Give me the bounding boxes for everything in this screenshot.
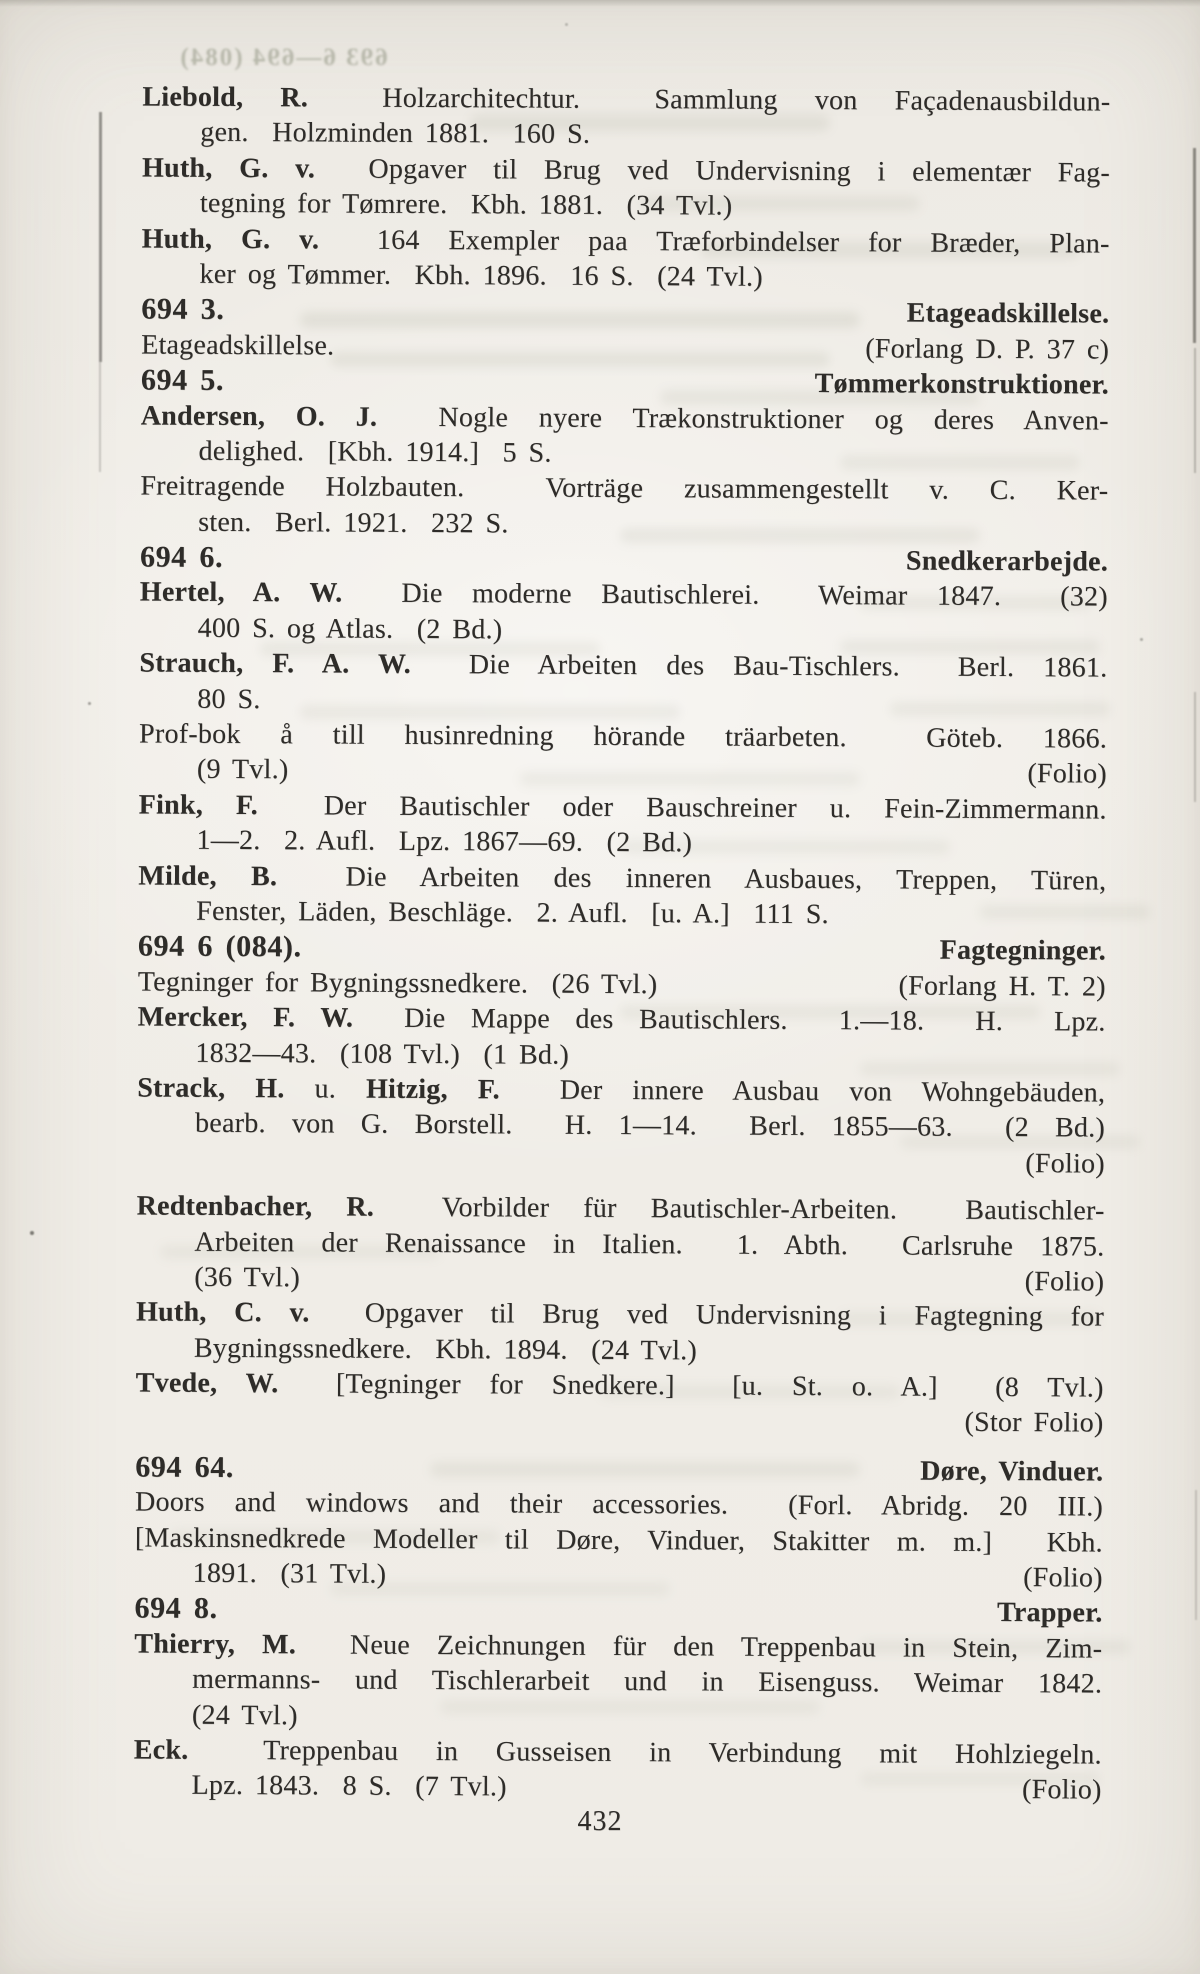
text-segment: (Folio) (1021, 1774, 1102, 1806)
catalog-line (140, 469, 1108, 509)
catalog-line (138, 823, 1106, 863)
text-segment: (Forlang D. P. 37 c) (865, 333, 1110, 366)
page-edge-line (1195, 1490, 1197, 1620)
catalog-text (133, 79, 1110, 1808)
catalog-line (135, 1401, 1103, 1441)
text-segment: Huth, C. v. Opgaver til Brug ved Undervisning i Fagtegning for (135, 1296, 1105, 1333)
catalog-line (134, 1732, 1102, 1772)
text-segment: 694 8. (134, 1591, 218, 1626)
page-edge-line (1194, 348, 1196, 473)
text-segment: Mercker, F. W. Die Mappe des Bautischlers. 1.—18. H. Lpz. (137, 1001, 1106, 1038)
text-segment: 694 5. (140, 363, 225, 398)
text-segment: Tømmerkonstruktioner. (814, 368, 1110, 401)
section-heading-line (141, 363, 1109, 403)
catalog-line (141, 256, 1109, 296)
text-segment: Lpz. 1843. 8 S. (7 Tvl.) (191, 1770, 507, 1803)
catalog-line (134, 1662, 1102, 1702)
catalog-line (142, 150, 1110, 190)
text-segment: Fagtegninger. (939, 935, 1107, 967)
text-segment: 694 6. (139, 540, 224, 574)
page-edge-line (99, 112, 102, 362)
ink-speck (1140, 638, 1143, 641)
text-segment: (9 Tvl.) (196, 754, 289, 786)
text-segment: 400 S. og Atlas. (2 Bd.) (197, 612, 503, 646)
catalog-line (136, 1259, 1104, 1299)
catalog-line (133, 1768, 1101, 1808)
catalog-line (135, 1555, 1103, 1595)
ink-speck (565, 23, 568, 26)
text-segment: gen. Holzminden 1881. 160 S. (200, 117, 591, 151)
page-edge-line (1194, 692, 1196, 802)
text-segment: (Folio) (1023, 1562, 1103, 1594)
text-segment: Thierry, M. Neue Zeichnungen für den Treppenbau in Stein, Zim- (134, 1628, 1103, 1665)
text-segment: Freitragende Holzbauten. Vorträge zusammengestellt v. C. Ker- (140, 470, 1109, 507)
catalog-line (136, 1224, 1104, 1264)
catalog-line (139, 646, 1107, 686)
text-segment: mermanns- und Tischlerarbeit und in Eisenguss. Weimar 1842. (192, 1663, 1103, 1700)
text-segment: (Folio) (1027, 758, 1107, 790)
text-segment: [Maskinsnedkrede Modeller til Døre, Vinduer, Stakitter m. m.] Kbh. (134, 1522, 1103, 1559)
text-segment: Tvede, W. [Tegninger for Snedkere.] [u. St. o. A.] (8 Tvl.) (135, 1367, 1104, 1404)
text-segment: 1832—43. (108 Tvl.) (1 Bd.) (195, 1037, 570, 1071)
catalog-line (135, 1485, 1103, 1525)
text-segment: Huth, G. v. Opgaver til Brug ved Undervisning i elementær Fag- (141, 152, 1111, 189)
catalog-line (141, 398, 1109, 438)
text-segment: sten. Berl. 1921. 232 S. (198, 506, 509, 540)
catalog-line (136, 1366, 1104, 1406)
catalog-line (142, 186, 1110, 226)
catalog-line (140, 433, 1108, 473)
text-segment: 1—2. 2. Aufl. Lpz. 1867—69. (2 Bd.) (196, 824, 693, 859)
catalog-line (139, 717, 1107, 757)
text-segment: Eck. Treppenbau in Gusseisen in Verbindung mit Hohlziegeln. (133, 1734, 1102, 1771)
catalog-line (137, 1141, 1105, 1181)
page-edge-line (1193, 148, 1196, 343)
text-segment: (Folio) (1025, 1147, 1105, 1180)
text-segment: Fenster, Läden, Beschläge. 2. Aufl. [u. A.] 111 S. (196, 895, 829, 931)
catalog-line (139, 681, 1107, 721)
text-segment: Trapper. (996, 1597, 1103, 1629)
catalog-line (137, 1106, 1105, 1146)
text-segment: Milde, B. Die Arbeiten des inneren Ausbaues, Treppen, Türen, (138, 860, 1107, 897)
text-segment: Hertel, A. W. Die moderne Bautischlerei. Weimar 1847. (32) (139, 576, 1108, 614)
section-heading-line (134, 1591, 1102, 1631)
text-segment: Snedkerarbejde. (905, 545, 1109, 578)
text-segment: (Forlang H. T. 2) (898, 970, 1106, 1003)
catalog-line (141, 327, 1109, 367)
catalog-line (135, 1520, 1103, 1560)
text-segment: tegning for Tømrere. Kbh. 1881. (34 Tvl.) (199, 187, 733, 222)
text-segment: Doors and windows and their accessories. (Forl. Abridg. 20 III.) (134, 1486, 1104, 1523)
text-segment: Arbeiten der Renaissance in Italien. 1. Abth. Carlsruhe 1875. (194, 1226, 1105, 1263)
text-segment: Fink, F. Der Bautischler oder Bauschreiner u. Fein-Zimmermann. (138, 789, 1107, 826)
text-segment: Etageadskillelse. (906, 297, 1110, 330)
catalog-line (138, 858, 1106, 898)
text-segment: 694 64. (135, 1450, 235, 1484)
text-segment: Andersen, O. J. Nogle nyere Trækonstruktioner og deres Anven- (140, 399, 1109, 437)
text-segment: 1891. (31 Tvl.) (192, 1557, 387, 1590)
text-segment: Redtenbacher, R. Vorbilder für Bautischler-Arbeiten. Bautischler- (136, 1190, 1105, 1227)
section-heading-line (138, 929, 1106, 969)
text-segment: (Folio) (1024, 1266, 1105, 1298)
text-segment: Tegninger for Bygningssnedkere. (26 Tvl.) (137, 966, 658, 1000)
text-segment: Strack, H. u. Hitzig, F. Der innere Ausbau von Wohngebäuden, (137, 1072, 1106, 1109)
catalog-line (142, 221, 1110, 261)
catalog-line (138, 893, 1106, 933)
text-segment: Strauch, F. A. W. Die Arbeiten des Bau-Tischlers. Berl. 1861. (139, 647, 1108, 684)
catalog-line (142, 79, 1110, 119)
bleedthrough-header: 693 6—694 (084) (178, 44, 388, 71)
ink-speck (88, 702, 91, 705)
catalog-line (139, 787, 1107, 827)
text-segment: (24 Tvl.) (191, 1699, 298, 1731)
page-edge-line (99, 362, 101, 472)
text-segment: Døre, Vinduer. (920, 1455, 1104, 1488)
section-heading-line (135, 1449, 1103, 1489)
catalog-line (137, 1070, 1105, 1110)
text-segment: Prof-bok å till husinredning hörande träarbeten. Göteb. 1866. (139, 718, 1108, 755)
catalog-line (142, 115, 1110, 155)
catalog-line (140, 504, 1108, 544)
catalog-line (140, 610, 1108, 650)
text-segment: 694 6 (084). (137, 929, 302, 964)
section-heading-line (140, 540, 1108, 580)
catalog-line (137, 1035, 1105, 1075)
text-segment: 80 S. (197, 683, 261, 715)
catalog-line (134, 1626, 1102, 1666)
text-segment: 694 3. (141, 292, 225, 327)
text-segment: ker og Tømmer. Kbh. 1896. 16 S. (24 Tvl.) (199, 258, 764, 293)
text-segment: Etageadskillelse. (141, 329, 335, 362)
catalog-line (136, 1295, 1104, 1335)
text-segment: Liebold, R. Holzarchitechtur. Sammlung von Façadenausbildun- (142, 81, 1111, 118)
text-segment: delighed. [Kbh. 1914.] 5 S. (198, 435, 552, 469)
catalog-line (139, 752, 1107, 792)
text-segment: Bygningssnedkere. Kbh. 1894. (24 Tvl.) (193, 1332, 698, 1367)
catalog-line (136, 1330, 1104, 1370)
ink-speck (30, 1231, 34, 1235)
catalog-line (140, 575, 1108, 615)
text-segment: (36 Tvl.) (194, 1261, 301, 1294)
catalog-line (134, 1697, 1102, 1737)
catalog-line (138, 964, 1106, 1004)
text-segment: (Stor Folio) (964, 1407, 1104, 1439)
catalog-line (137, 1189, 1105, 1229)
section-heading-line (141, 292, 1109, 332)
page-number: 432 (577, 1806, 623, 1837)
catalog-line (138, 1000, 1106, 1040)
text-segment: Huth, G. v. 164 Exempler paa Træforbindelser for Bræder, Plan- (141, 223, 1110, 260)
text-segment: bearb. von G. Borstell. H. 1—14. Berl. 1855—63. (2 Bd.) (194, 1108, 1106, 1144)
